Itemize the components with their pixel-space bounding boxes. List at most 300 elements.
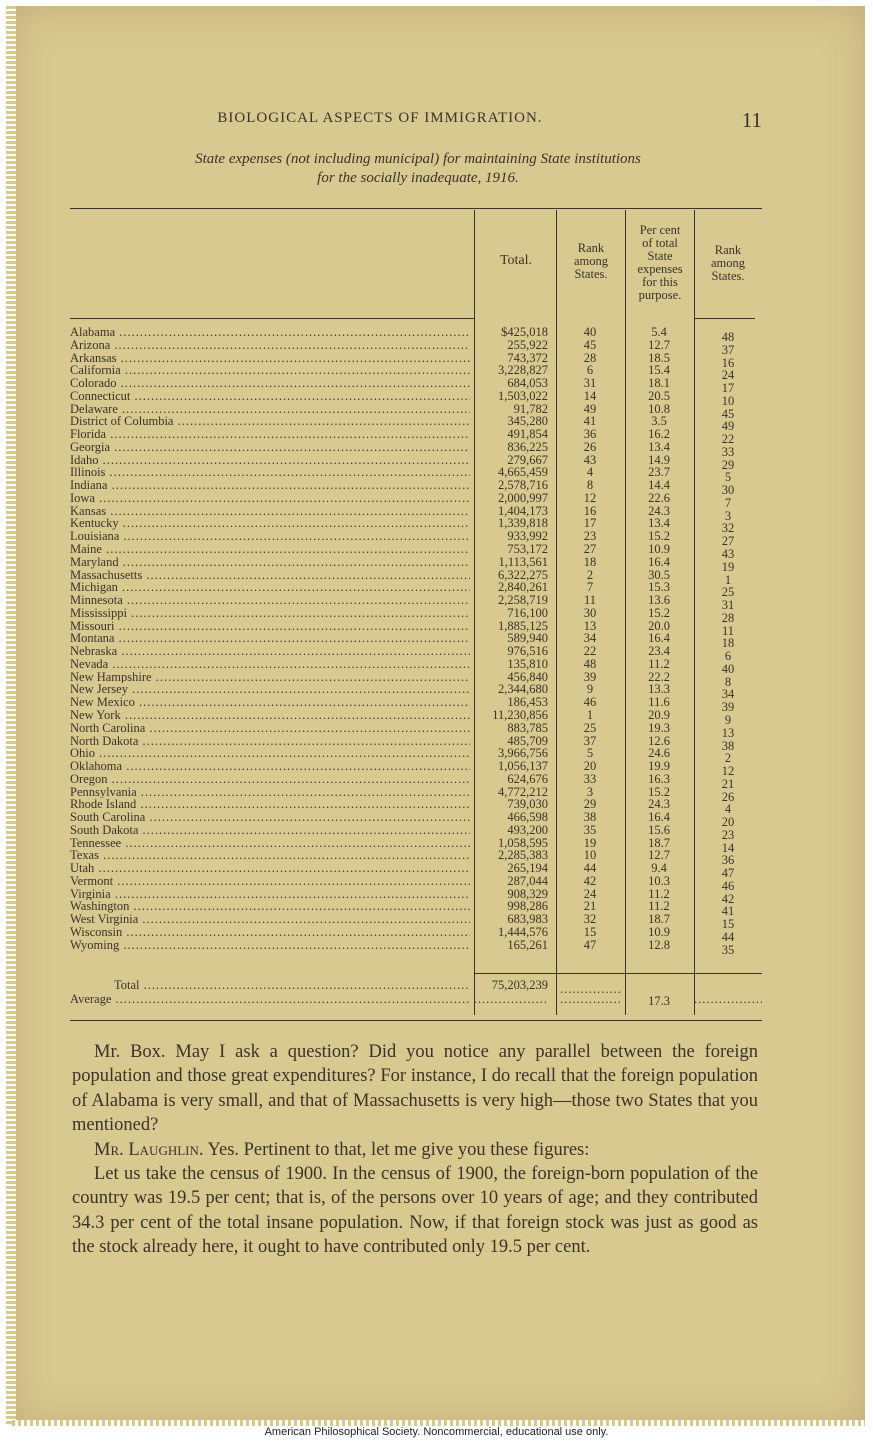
state-name: North Dakota ..... xyxy=(70,735,470,748)
percent-cell: 12.7 xyxy=(648,337,670,352)
percent-cell: 24.3 xyxy=(648,503,670,518)
rank2-cell: 18 xyxy=(721,636,735,651)
state-name: Washington ..... xyxy=(70,900,470,913)
rank-cell: 34 xyxy=(583,631,597,646)
rank2-cell: 4 xyxy=(724,802,732,817)
rank-cell: 25 xyxy=(583,720,597,735)
rank2-cell: 25 xyxy=(721,585,735,600)
state-name: Georgia ..... xyxy=(70,441,470,454)
total-cell: 1,503,022 xyxy=(498,388,548,403)
header-rank2-line: among xyxy=(710,256,746,270)
rank-cell: 5 xyxy=(586,746,594,761)
percent-cell: 5.4 xyxy=(651,325,667,339)
state-name: New Jersey ..... xyxy=(70,683,470,696)
percent-cell: 12.7 xyxy=(648,848,670,863)
state-name: Maine ..... xyxy=(70,543,470,556)
body-text xyxy=(72,1040,758,1260)
rank-cell: 13 xyxy=(583,618,597,633)
rank2-cell: 24 xyxy=(721,368,735,383)
total-cell: 976,516 xyxy=(507,644,548,659)
percent-cell: 15.6 xyxy=(648,822,670,837)
rank2-cell: 9 xyxy=(724,712,732,727)
total-label: Total ..... xyxy=(70,978,470,992)
state-name: Utah ..... xyxy=(70,862,470,875)
percent-cell: 12.8 xyxy=(648,937,670,952)
rank2-cell: 26 xyxy=(721,789,735,804)
total-cell: 1,056,137 xyxy=(498,759,548,774)
header-percent-line: of total xyxy=(642,236,678,250)
rank-cell: 7 xyxy=(586,580,594,595)
total-cell: 933,992 xyxy=(507,529,548,544)
average-label: Average ..... xyxy=(70,992,470,1006)
rank2-cell: 7 xyxy=(724,495,732,510)
speaker-laughlin: Mr. Laughlin. xyxy=(94,1139,204,1160)
percent-cell: 15.2 xyxy=(648,529,670,544)
rank2-cell: 8 xyxy=(724,674,732,689)
header-percent xyxy=(626,224,694,302)
total-cell: 485,709 xyxy=(507,733,548,748)
total-cell: 1,885,125 xyxy=(498,618,548,633)
percent-cell: 22.6 xyxy=(648,490,670,505)
header-rank2-line: Rank xyxy=(714,243,742,257)
rank-cell: 9 xyxy=(586,682,594,697)
percent-cell: 12.6 xyxy=(648,733,670,748)
percent-cell: 30.5 xyxy=(648,567,670,582)
rank-cell: 3 xyxy=(586,784,594,799)
state-name: New Mexico ..... xyxy=(70,696,470,709)
paragraph-laughlin-text: Yes. Pertinent to that, let me give you these figures: xyxy=(207,1139,590,1160)
total-cell: 883,785 xyxy=(507,720,548,735)
rank2-cell: 41 xyxy=(721,904,735,919)
state-name: Maryland ..... xyxy=(70,556,470,569)
state-name: Louisiana ..... xyxy=(70,530,470,543)
header-percent-line: purpose. xyxy=(638,288,682,302)
state-name: Minnesota ..... xyxy=(70,594,470,607)
total-cell: 2,258,719 xyxy=(498,593,548,608)
header-total-label: Total. xyxy=(499,253,533,268)
total-cell: 589,940 xyxy=(507,631,548,646)
total-cell: 345,280 xyxy=(507,414,548,429)
percent-cell: 14.9 xyxy=(648,452,670,467)
percent-cell: 24.3 xyxy=(648,797,670,812)
percent-cell: 16.3 xyxy=(648,771,670,786)
rank2-cell: 49 xyxy=(721,419,735,434)
footer-credit: American Philosophical Society. Noncommercial, educational use only. xyxy=(264,1426,609,1438)
total-cell: 1,113,561 xyxy=(498,554,548,569)
rank2-cell: 16 xyxy=(721,355,735,370)
speaker-box: Mr. Box. xyxy=(94,1042,166,1062)
rank2-cell: 36 xyxy=(721,853,735,868)
state-name: Idaho ..... xyxy=(70,454,470,467)
rank2-cell: 45 xyxy=(721,406,735,421)
total-row xyxy=(70,978,762,992)
total-cell: 2,344,680 xyxy=(498,682,548,697)
rank-cell: 19 xyxy=(583,835,597,850)
rank-cell: 11 xyxy=(583,593,597,608)
total-cell: 287,044 xyxy=(507,873,548,888)
state-name: Oklahoma ..... xyxy=(70,760,470,773)
total-cell: 135,810 xyxy=(507,656,548,671)
percent-cell: 10.9 xyxy=(648,924,670,939)
rank2-cell: 3 xyxy=(724,508,732,523)
total-cell: 739,030 xyxy=(507,797,548,812)
total-cell: 624,676 xyxy=(507,771,548,786)
total-cell: 3,228,827 xyxy=(498,363,548,378)
total-cell: 684,053 xyxy=(507,376,548,391)
state-name: Kansas ..... xyxy=(70,505,470,518)
state-name: Montana ..... xyxy=(70,632,470,645)
state-name: Alabama ..... xyxy=(70,326,470,339)
header-bottom-rule xyxy=(70,318,474,319)
state-name: Connecticut ..... xyxy=(70,390,470,403)
rank2-cell: 40 xyxy=(721,661,735,676)
rank-cell: 14 xyxy=(583,388,597,403)
state-name: California ..... xyxy=(70,364,470,377)
rank2-cell: 13 xyxy=(721,725,735,740)
percent-cell: 10.8 xyxy=(648,401,670,416)
rank-cell: 23 xyxy=(583,529,597,544)
rank-cell: 32 xyxy=(583,912,597,927)
torn-left-edge xyxy=(6,6,16,1424)
rank-cell: 26 xyxy=(583,439,597,454)
percent-cell: 15.2 xyxy=(648,605,670,620)
percent-cell: 11.6 xyxy=(648,695,670,710)
rank-cell: 20 xyxy=(583,759,597,774)
header-rank-line: among xyxy=(573,254,609,268)
total-rule xyxy=(474,973,762,974)
total-cell: 2,840,261 xyxy=(498,580,548,595)
header-total xyxy=(476,254,556,267)
table-body xyxy=(70,325,762,957)
percent-cell: 13.4 xyxy=(648,516,670,531)
percent-cell: 10.9 xyxy=(648,542,670,557)
rank-cell: 21 xyxy=(583,899,597,914)
rank-cell: 2 xyxy=(586,567,594,582)
rank-cell: 6 xyxy=(586,363,594,378)
header-bottom-rule-right xyxy=(695,318,755,319)
total-cell: 6,322,275 xyxy=(498,567,548,582)
table-top-rule xyxy=(70,208,762,209)
total-cell: 1,339,818 xyxy=(498,516,548,531)
rank2-cell: 47 xyxy=(721,866,735,881)
rank-cell: 31 xyxy=(583,376,597,391)
rank-cell: 12 xyxy=(583,490,597,505)
total-cell: 1,444,576 xyxy=(498,924,548,939)
average-row xyxy=(70,992,762,1006)
rank2-cell: 39 xyxy=(721,700,735,715)
page-number: 11 xyxy=(741,108,762,132)
header-percent-line: Per cent xyxy=(639,223,681,237)
running-head xyxy=(70,108,762,132)
state-name: Arkansas ..... xyxy=(70,352,470,365)
rank2-cell: 38 xyxy=(721,738,735,753)
state-name: New York ..... xyxy=(70,709,470,722)
total-cell: 165,261 xyxy=(507,937,548,952)
header-rank-line: States. xyxy=(574,267,608,281)
percent-cell: 19.3 xyxy=(648,720,670,735)
rank2-cell: 17 xyxy=(721,381,735,396)
percent-cell: 13.4 xyxy=(648,439,670,454)
rank2-cell: 37 xyxy=(721,342,735,357)
running-title: BIOLOGICAL ASPECTS OF IMMIGRATION. xyxy=(217,110,543,126)
total-cell: 456,840 xyxy=(507,669,548,684)
rank2-cell: 12 xyxy=(721,764,735,779)
total-cell: 466,598 xyxy=(507,810,548,825)
rank2-cell: 28 xyxy=(721,610,735,625)
table-row xyxy=(70,656,762,676)
percent-cell: 11.2 xyxy=(648,886,670,901)
state-name: Florida ..... xyxy=(70,428,470,441)
state-name: Wisconsin ..... xyxy=(70,926,470,939)
header-rank xyxy=(557,242,625,281)
percent-cell: 14.4 xyxy=(648,478,670,493)
rank2-cell: 6 xyxy=(724,649,732,664)
rank2-cell: 27 xyxy=(721,534,735,549)
percent-cell: 11.2 xyxy=(648,899,670,914)
paragraph-box xyxy=(72,1040,758,1138)
state-name: Oregon ..... xyxy=(70,773,470,786)
percent-cell: 16.4 xyxy=(648,554,670,569)
rank-cell: 48 xyxy=(583,656,597,671)
percent-cell: 20.5 xyxy=(648,388,670,403)
state-name: Indiana ..... xyxy=(70,479,470,492)
rank2-cell: 35 xyxy=(721,942,735,957)
state-name: Arizona ..... xyxy=(70,339,470,352)
total-cell: 4,772,212 xyxy=(498,784,548,799)
rank-cell: 35 xyxy=(583,822,597,837)
rank2-cell: 10 xyxy=(721,393,735,408)
rank-cell: 4 xyxy=(586,465,594,480)
rank-cell: 42 xyxy=(583,873,597,888)
rank-cell: 47 xyxy=(583,937,597,952)
percent-cell: 24.6 xyxy=(648,746,670,761)
paragraph-laughlin xyxy=(72,1138,758,1162)
rank2-cell: 15 xyxy=(721,917,735,932)
state-name: Tennessee ..... xyxy=(70,837,470,850)
percent-cell: 20.9 xyxy=(648,707,670,722)
average-value: 17.3 xyxy=(648,994,670,1008)
percent-cell: 13.3 xyxy=(648,682,670,697)
average-rank2-dots xyxy=(694,992,762,1006)
average-total-dots xyxy=(472,992,548,1006)
rank-cell: 43 xyxy=(583,452,597,467)
header-rank-line: Rank xyxy=(577,241,605,255)
percent-cell: 16.2 xyxy=(648,427,670,442)
rank-cell: 33 xyxy=(583,771,597,786)
total-cell: 753,172 xyxy=(507,542,548,557)
state-name: Pennsylvania ..... xyxy=(70,786,470,799)
rank-cell: 1 xyxy=(586,707,594,722)
total-cell: 683,983 xyxy=(507,912,548,927)
rank2-cell: 23 xyxy=(721,827,735,842)
total-cell: 11,230,856 xyxy=(492,707,548,722)
state-name: Colorado ..... xyxy=(70,377,470,390)
table-row xyxy=(70,439,762,459)
rank-cell: 29 xyxy=(583,797,597,812)
rank2-cell: 21 xyxy=(721,776,735,791)
rank2-cell: 44 xyxy=(721,929,735,944)
rank-cell: 22 xyxy=(583,644,597,659)
percent-cell: 10.3 xyxy=(648,873,670,888)
rank2-cell: 42 xyxy=(721,891,735,906)
rank2-cell: 14 xyxy=(721,840,735,855)
rank-cell: 39 xyxy=(583,669,597,684)
rank2-cell: 33 xyxy=(721,444,735,459)
state-name: Rhode Island ..... xyxy=(70,798,470,811)
total-cell: 3,966,756 xyxy=(498,746,548,761)
state-name: Virginia ..... xyxy=(70,888,470,901)
state-name: Vermont ..... xyxy=(70,875,470,888)
percent-cell: 13.6 xyxy=(648,593,670,608)
caption-line-2: for the socially inadequate, 1916. xyxy=(317,170,519,186)
percent-cell: 15.3 xyxy=(648,580,670,595)
state-name: Massachusetts ..... xyxy=(70,569,470,582)
percent-cell: 3.5 xyxy=(651,414,667,429)
rank2-cell: 1 xyxy=(724,572,732,587)
total-cell: 2,578,716 xyxy=(498,478,548,493)
rank2-cell: 5 xyxy=(724,470,732,485)
state-name: District of Columbia ..... xyxy=(70,415,470,428)
header-percent-line: State xyxy=(647,249,673,263)
rank2-cell: 43 xyxy=(721,547,735,562)
rank-cell: 30 xyxy=(583,605,597,620)
rank2-cell: 30 xyxy=(721,483,735,498)
state-name: New Hampshire ..... xyxy=(70,671,470,684)
rank2-cell: 46 xyxy=(721,878,735,893)
rank-cell: 15 xyxy=(583,924,597,939)
percent-cell: 18.5 xyxy=(648,350,670,365)
total-cell: 743,372 xyxy=(507,350,548,365)
state-name: West Virginia ..... xyxy=(70,913,470,926)
rank2-cell: 2 xyxy=(724,751,732,766)
rank2-cell: 19 xyxy=(721,559,735,574)
state-name: Iowa ..... xyxy=(70,492,470,505)
total-cell: 908,329 xyxy=(507,886,548,901)
rank-cell: 41 xyxy=(583,414,597,429)
rank-cell: 49 xyxy=(583,401,597,416)
table-row xyxy=(70,937,762,957)
table-bottom-rule xyxy=(70,1020,762,1021)
rank-cell: 44 xyxy=(583,861,597,876)
total-cell: 836,225 xyxy=(507,439,548,454)
paragraph-census: Let us take the census of 1900. In the census of 1900, the foreign-born population of the country was 19.5 per cent; that is, of the persons over 10 years of age; and they contributed 34.3 per cent of the total insane population. Now, if that foreign stock was just as good as the stock already here, it ought to have contributed only 19.5 per cent. xyxy=(72,1164,758,1258)
rank2-cell: 20 xyxy=(721,815,735,830)
state-name: South Carolina ..... xyxy=(70,811,470,824)
rank2-cell: 34 xyxy=(721,687,735,702)
total-cell: $425,018 xyxy=(501,325,548,339)
state-name: Illinois ..... xyxy=(70,466,470,479)
total-cell: 998,286 xyxy=(507,899,548,914)
state-name: Wyoming ..... xyxy=(70,939,470,952)
percent-cell: 16.4 xyxy=(648,631,670,646)
percent-cell: 23.7 xyxy=(648,465,670,480)
total-cell: 91,782 xyxy=(513,401,548,416)
percent-cell: 9.4 xyxy=(651,861,667,876)
total-value: 75,203,239 xyxy=(491,978,548,992)
caption-line-1: State expenses (not including municipal) for maintaining State institutions xyxy=(195,151,641,167)
total-cell: 491,854 xyxy=(507,427,548,442)
percent-cell: 11.2 xyxy=(648,656,670,671)
rank2-cell: 22 xyxy=(721,432,735,447)
total-cell: 1,058,595 xyxy=(498,835,548,850)
rank2-cell: 48 xyxy=(721,330,735,344)
percent-cell: 18.7 xyxy=(648,912,670,927)
rank-cell: 8 xyxy=(586,478,594,493)
total-cell: 2,285,383 xyxy=(498,848,548,863)
rank-cell: 40 xyxy=(583,325,597,339)
state-name: South Dakota ..... xyxy=(70,824,470,837)
rank-cell: 18 xyxy=(583,554,597,569)
percent-cell: 15.4 xyxy=(648,363,670,378)
state-name: Nevada ..... xyxy=(70,658,470,671)
header-rank2-line: States. xyxy=(711,269,745,283)
rank-cell: 38 xyxy=(583,810,597,825)
rank2-cell: 31 xyxy=(721,598,735,613)
rank-cell: 37 xyxy=(583,733,597,748)
total-cell: 716,100 xyxy=(507,605,548,620)
table-summary xyxy=(70,978,762,1006)
rank-cell: 28 xyxy=(583,350,597,365)
percent-cell: 22.2 xyxy=(648,669,670,684)
percent-cell: 19.9 xyxy=(648,759,670,774)
state-name: Kentucky ..... xyxy=(70,517,470,530)
paragraph-box-text: May I ask a question? Did you notice any parallel between the foreign population and those great expenditures? For instance, I do recall that the foreign population of Alabama is very small, and that of Massachusetts is very high—those two States that you mentioned? xyxy=(72,1042,758,1136)
table-caption xyxy=(58,150,778,188)
state-name: Mississippi ..... xyxy=(70,607,470,620)
rank-cell: 27 xyxy=(583,542,597,557)
state-name: North Carolina ..... xyxy=(70,722,470,735)
state-name: Nebraska ..... xyxy=(70,645,470,658)
rank-cell: 46 xyxy=(583,695,597,710)
percent-cell: 23.4 xyxy=(648,644,670,659)
total-cell: 265,194 xyxy=(507,861,548,876)
total-cell: 186,453 xyxy=(507,695,548,710)
rank2-cell: 32 xyxy=(721,521,735,536)
header-percent-line: for this xyxy=(642,275,678,289)
table-row xyxy=(70,720,762,740)
header-percent-line: expenses xyxy=(637,262,683,276)
header-rank-2 xyxy=(695,244,761,283)
percent-cell: 15.2 xyxy=(648,784,670,799)
rank-cell: 36 xyxy=(583,427,597,442)
state-name: Missouri ..... xyxy=(70,620,470,633)
table-row xyxy=(70,822,762,842)
state-name: Michigan ..... xyxy=(70,581,470,594)
rank2-cell: 29 xyxy=(721,457,735,472)
rank-cell: 24 xyxy=(583,886,597,901)
rank2-cell: 11 xyxy=(721,623,735,638)
state-name: Texas ..... xyxy=(70,849,470,862)
percent-cell: 20.0 xyxy=(648,618,670,633)
rank-cell: 10 xyxy=(583,848,597,863)
total-cell: 2,000,997 xyxy=(498,490,548,505)
total-cell: 1,404,173 xyxy=(498,503,548,518)
total-cell: 255,922 xyxy=(507,337,548,352)
table-row xyxy=(70,325,762,344)
rank-cell: 16 xyxy=(583,503,597,518)
total-cell: 279,667 xyxy=(507,452,548,467)
rank-cell: 45 xyxy=(583,337,597,352)
state-name: Delaware ..... xyxy=(70,403,470,416)
percent-cell: 16.4 xyxy=(648,810,670,825)
percent-cell: 18.7 xyxy=(648,835,670,850)
average-rank-dots xyxy=(560,992,620,1006)
total-cell: 4,665,459 xyxy=(498,465,548,480)
table-row xyxy=(70,924,762,944)
rank-cell: 17 xyxy=(583,516,597,531)
total-cell: 493,200 xyxy=(507,822,548,837)
state-name: Ohio ..... xyxy=(70,747,470,760)
